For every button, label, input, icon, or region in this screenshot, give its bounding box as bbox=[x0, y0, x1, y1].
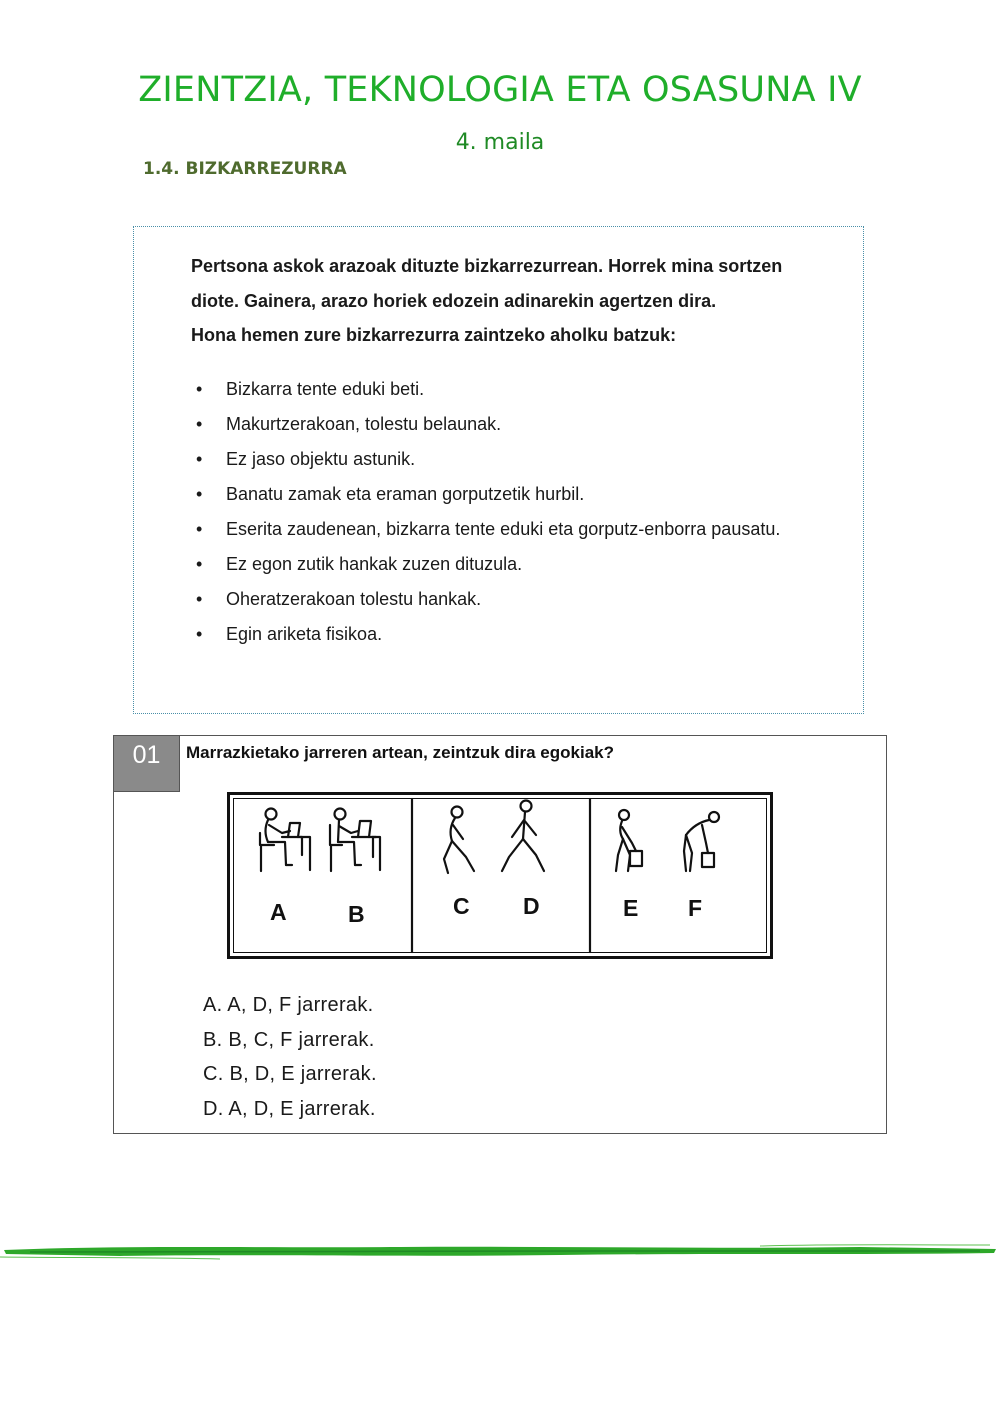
posture-e-icon bbox=[616, 810, 642, 871]
figure-label-a: A bbox=[270, 899, 287, 925]
answer-option[interactable]: C. B, D, E jarrerak. bbox=[203, 1063, 377, 1086]
question-number: 01 bbox=[114, 736, 180, 792]
grade-subtitle: 4. maila bbox=[455, 130, 545, 155]
tip-item: • Bizkarra tente eduki beti. bbox=[226, 372, 858, 407]
page-title: ZIENTZIA, TEKNOLOGIA ETA OSASUNA IV bbox=[138, 70, 862, 110]
figure-label-d: D bbox=[523, 893, 540, 919]
figure-label-e: E bbox=[623, 895, 639, 921]
posture-b-icon bbox=[330, 809, 380, 872]
posture-f-icon bbox=[684, 812, 719, 871]
question-text: Marrazkietako jarreren artean, zeintzuk dira egokiak? bbox=[186, 743, 615, 762]
tip-item: • Makurtzerakoan, tolestu belaunak. bbox=[226, 407, 858, 442]
intro-line: diote. Gainera, arazo horiek edozein adinarekin agertzen dira. bbox=[191, 290, 717, 311]
tip-item: • Ez egon zutik hankak zuzen dituzula. bbox=[226, 547, 858, 582]
figure-label-b: B bbox=[348, 901, 365, 927]
tip-item: • Oheratzerakoan tolestu hankak. bbox=[226, 582, 858, 617]
posture-figure bbox=[227, 792, 773, 959]
intro-line: Pertsona askok arazoak dituzte bizkarrezurrean. Horrek mina sortzen bbox=[191, 256, 783, 276]
posture-drawings bbox=[230, 795, 770, 956]
tip-item: • Eserita zaudenean, bizkarra tente eduki eta gorputz-enborra pausatu. bbox=[226, 512, 858, 547]
figure-label-c: C bbox=[453, 893, 470, 919]
answer-option[interactable]: A. A, D, F jarrerak. bbox=[203, 994, 374, 1016]
tip-item: • Ez jaso objektu astunik. bbox=[226, 442, 858, 477]
answer-option[interactable]: D. A, D, E jarrerak. bbox=[203, 1098, 376, 1121]
answer-option[interactable]: B. B, C, F jarrerak. bbox=[203, 1028, 375, 1051]
tip-item: • Banatu zamak eta eraman gorputzetik hurbil. bbox=[226, 477, 858, 512]
section-heading: 1.4. BIZKARREZURRA bbox=[143, 159, 347, 179]
tip-item: • Egin ariketa fisikoa. bbox=[226, 617, 858, 652]
answer-options bbox=[203, 988, 377, 1127]
posture-d-icon bbox=[502, 801, 544, 872]
intro-line: Hona hemen zure bizkarrezurra zaintzeko aholku batzuk: bbox=[191, 325, 677, 345]
green-brush-divider bbox=[0, 1236, 1000, 1272]
question-box bbox=[113, 735, 887, 1134]
figure-label-f: F bbox=[688, 895, 703, 921]
posture-a-icon bbox=[260, 809, 310, 872]
posture-c-icon bbox=[444, 807, 474, 874]
intro-text bbox=[191, 249, 867, 353]
tips-list bbox=[226, 372, 858, 652]
info-box bbox=[133, 226, 864, 714]
